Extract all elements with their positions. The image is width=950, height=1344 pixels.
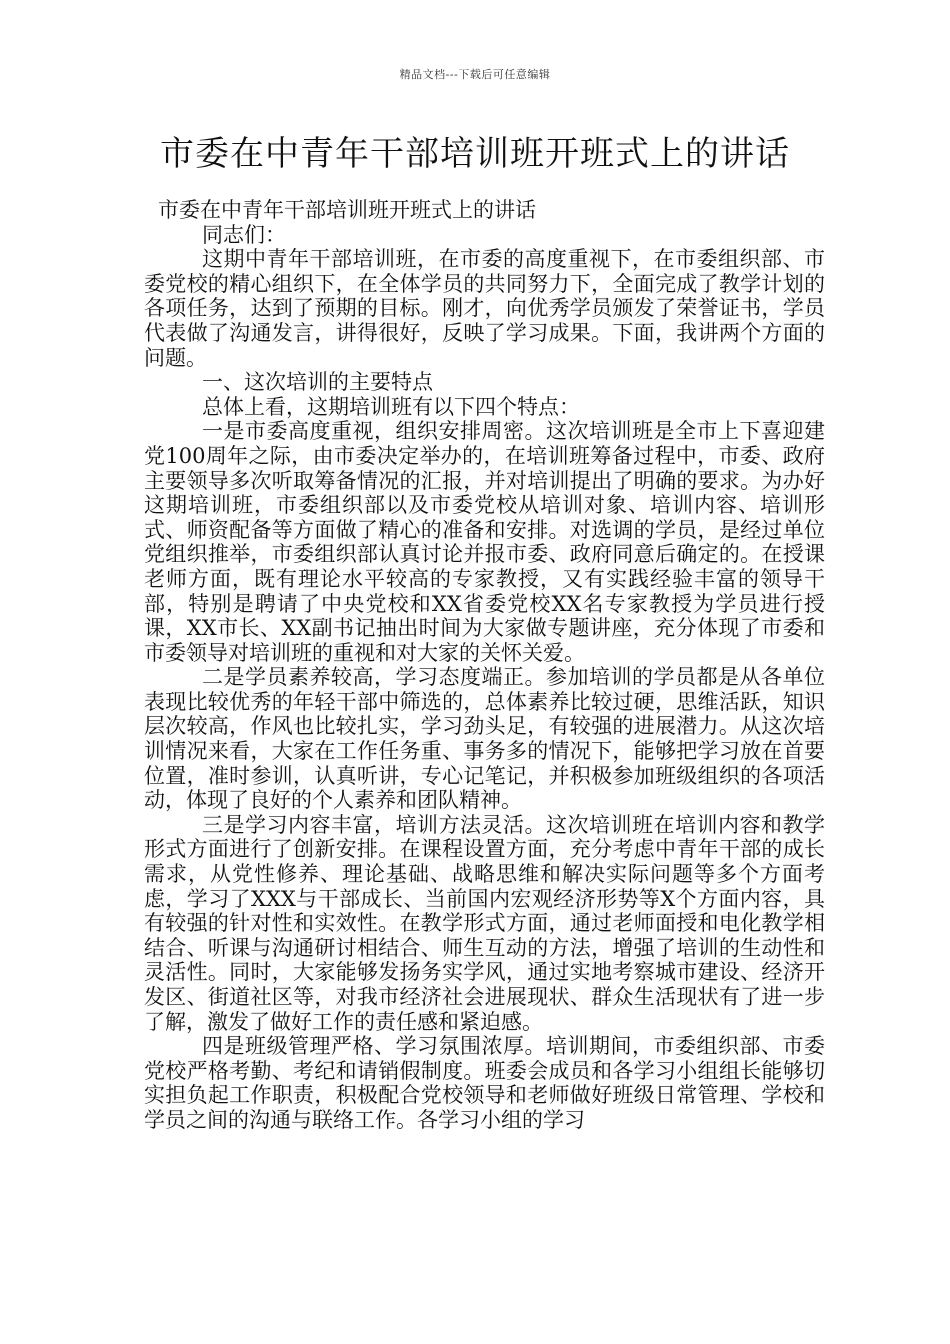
summary-paragraph: 总体上看，这期培训班有以下四个特点： [202, 394, 580, 419]
point-four-paragraph: 四是班级管理严格、学习氛围浓厚。培训期间，市委组织部、市委党校严格考勤、考纪和请销假制度。班委会成员和各学习小组组长能够切实担负起工作职责，积极配合党校领导和老师做好班级日常管理、学校和学员之间的沟通与联络工作。各学习小组的学习 [144, 1034, 825, 1132]
point-one-paragraph: 一是市委高度重视，组织安排周密。这次培训班是全市上下喜迎建党100周年之际，由市委决定举办的，在培训班筹备过程中，市委、政府主要领导多次听取筹备情况的汇报，并对培训提出了明确的要求。为办好这期培训班，市委组织部以及市委党校从培训对象、培训内容、培训形式、师资配备等方面做了精心的准备和安排。对选调的学员，是经过单位党组织推举，市委组织部认真讨论并报市委、政府同意后确定的。在授课老师方面，既有理论水平较高的专家教授，又有实践经验丰富的领导干部，特别是聘请了中央党校和XX省委党校XX名专家教授为学员进行授课，XX市长、XX副书记抽出时间为大家做专题讲座，充分体现了市委和市委领导对培训班的重视和对大家的关怀关爱。 [144, 419, 825, 665]
section-heading: 一、这次培训的主要特点 [202, 370, 433, 395]
salutation-paragraph: 同志们： [202, 222, 286, 247]
header-note: 精品文档---下载后可任意编辑 [399, 68, 551, 81]
point-three-paragraph: 三是学习内容丰富，培训方法灵活。这次培训班在培训内容和教学形式方面进行了创新安排。在课程设置方面，充分考虑中青年干部的成长需求，从党性修养、理论基础、战略思维和解决实际问题等多个方面考虑，学习了XXX与干部成长、当前国内宏观经济形势等X个方面内容，具有较强的针对性和实效性。在教学形式方面，通过老师面授和电化教学相结合、听课与沟通研讨相结合、师生互动的方法，增强了培训的生动性和灵活性。同时，大家能够发扬务实学风，通过实地考察城市建设、经济开发区、街道社区等，对我市经济社会进展现状、群众生活现状有了进一步了解，激发了做好工作的责任感和紧迫感。 [144, 812, 825, 1034]
intro-paragraph: 这期中青年干部培训班，在市委的高度重视下，在市委组织部、市委党校的精心组织下，在全体学员的共同努力下，全面完成了教学计划的各项任务，达到了预期的目标。刚才，向优秀学员颁发了荣誉证书，学员代表做了沟通发言，讲得很好，反映了学习成果。下面，我讲两个方面的问题。 [144, 247, 825, 370]
subtitle-paragraph: 市委在中青年干部培训班开班式上的讲话 [158, 198, 536, 222]
point-two-paragraph: 二是学员素养较高，学习态度端正。参加培训的学员都是从各单位表现比较优秀的年轻干部中筛选的，总体素养比较过硬，思维活跃，知识层次较高，作风也比较扎实，学习劲头足，有较强的进展潜力。从这次培训情况来看，大家在工作任务重、事务多的情况下，能够把学习放在首要位置，准时参训，认真听讲，专心记笔记，并积极参加班级组织的各项活动，体现了良好的个人素养和团队精神。 [144, 665, 825, 813]
document-body [144, 198, 825, 1133]
document-title: 市委在中青年干部培训班开班式上的讲话 [160, 134, 790, 174]
